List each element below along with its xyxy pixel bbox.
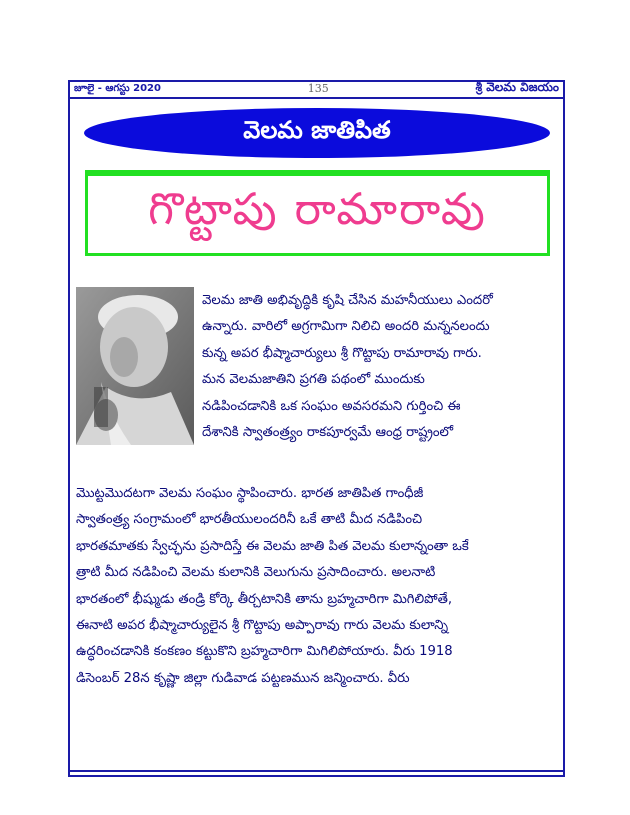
article-line: త్రాటి మీద నడిపించి వెలమ కులానికి వెలుగును ప్రసాదించారు. అలనాటి: [76, 565, 436, 581]
article-line: ఉన్నారు. వారిలో అగ్రగామిగా నిలిచి అందరి మన్ననలందు: [202, 319, 490, 335]
article-line: దేశానికి స్వాతంత్ర్యం రాకపూర్వమే ఆంధ్ర రాష్ట్రంలో: [202, 425, 454, 441]
page-header: [68, 80, 565, 99]
portrait-photo: [76, 287, 194, 445]
banner-heading: వెలమ జాతిపిత: [243, 116, 391, 144]
issue-date: జూలై - ఆగస్టు 2020: [74, 82, 161, 94]
article-line: మన వెలమజాతిని ప్రగతి పథంలో ముందుకు: [202, 372, 425, 388]
article-line: స్వాతంత్ర్య సంగ్రామంలో భారతీయులందరినీ ఒకే తాటి మీద నడిపించి: [76, 512, 423, 528]
portrait-image: [76, 287, 194, 445]
article-line: డిసెంబర్ 28న కృష్ణా జిల్లా గుడివాడ పట్టణమున జన్మించారు. వీరు: [76, 670, 410, 686]
footer-rule: [68, 770, 565, 779]
article-line: ఉద్ధరించడానికి కంకణం కట్టుకొని బ్రహ్మచారిగా మిగిలిపోయారు. వీరు 1918: [76, 644, 453, 660]
article-title: గొట్టాపు రామారావు: [148, 183, 487, 235]
title-box: [85, 170, 550, 256]
page-number: 135: [307, 82, 329, 95]
article-line: కున్న అపర భీష్మాచార్యులు శ్రీ గొట్టాపు రామారావు గారు.: [202, 345, 482, 361]
article-line: వెలమ జాతి అభివృద్ధికి కృషి చేసిన మహనీయులు ఎందరో: [202, 293, 493, 308]
article-body: [76, 481, 560, 692]
banner-ellipse: [84, 108, 550, 158]
article-line: మొట్టమొదటగా వెలమ సంఘం స్థాపించారు. భారత జాతిపిత గాంధీజీ: [76, 486, 424, 501]
article-intro: [202, 288, 560, 446]
article-line: భారతంలో భీష్ముడు తండ్రి కోర్కె తీర్చటానికి తాను బ్రహ్మచారిగా మిగిలిపోతే,: [76, 591, 453, 607]
article-line: భారతమాతకు స్వేచ్ఛను ప్రసాదిస్తే ఈ వెలమ జాతి పిత వెలమ కులాన్నంతా ఒకే: [76, 538, 469, 554]
article-line: నడిపించడానికి ఒక సంఘం అవసరమని గుర్తించి ఈ: [202, 398, 461, 414]
article-line: ఈనాటి అపర భీష్మాచార్యులైన శ్రీ గొట్టాపు అప్పారావు గారు వెలమ కులాన్ని: [76, 618, 449, 634]
magazine-name: శ్రీ వెలమ విజయం: [475, 80, 559, 94]
